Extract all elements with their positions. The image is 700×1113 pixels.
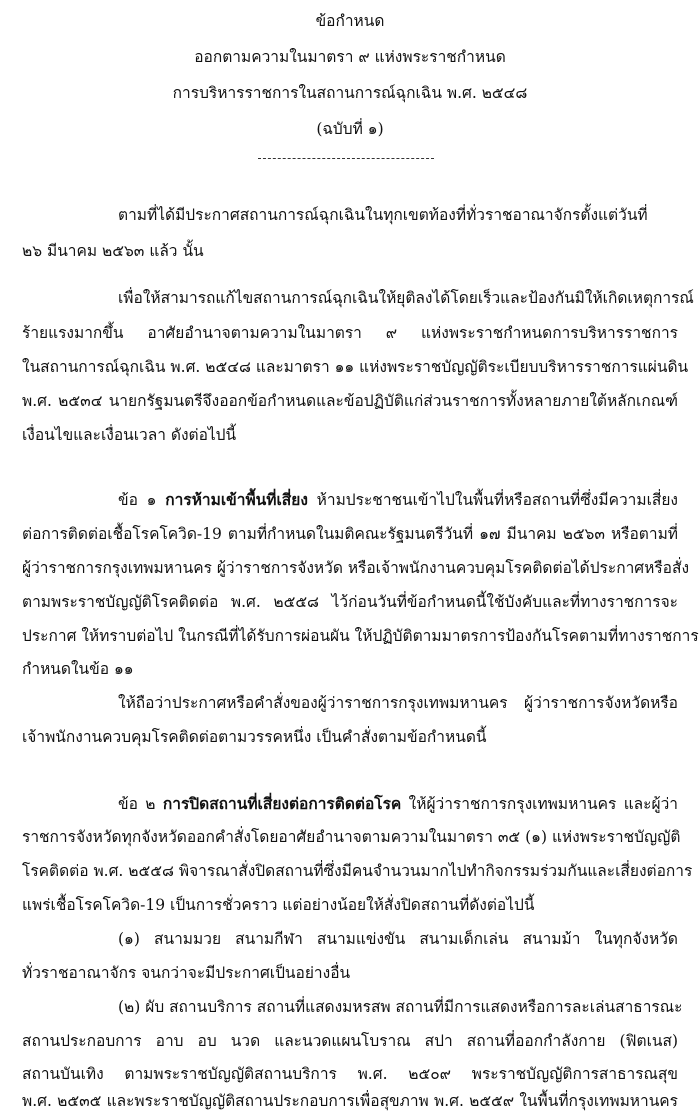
- clause1-line-3: ผู้ว่าราชการกรุงเทพมหานคร ผู้ว่าราชการจังหวัด หรือเจ้าพนักงานควบคุมโรคติดต่อได้ประกาศหรือสั่ง: [22, 559, 690, 577]
- clause2-item2-line-2: สถานประกอบการ อาบ อบ นวด และนวดแผนโบราณ สปา สถานที่ออกกำลังกาย (ฟิตเนส): [22, 1032, 678, 1050]
- clause1-p2-line-2: เจ้าพนักงานควบคุมโรคติดต่อตามวรรคหนึ่ง เป็นคำสั่งตามข้อกำหนดนี้: [22, 728, 487, 746]
- clause1-title: การห้ามเข้าพื้นที่เสี่ยง: [165, 490, 308, 509]
- clause2-item2-line-4: พ.ศ. ๒๕๓๕ และพระราชบัญญัติสถานประกอบการเพื่อสุขภาพ พ.ศ. ๒๕๕๙ ในพื้นที่กรุงเทพมหานคร: [22, 1092, 678, 1110]
- clause2-line-2: ราชการจังหวัดทุกจังหวัดออกคำสั่งโดยอาศัยอำนาจตามความในมาตรา ๓๕ (๑) แห่งพระราชบัญญัติ: [22, 828, 681, 846]
- intro-p2-line-3: ในสถานการณ์ฉุกเฉิน พ.ศ. ๒๕๔๘ และมาตรา ๑๑ แห่งพระราชบัญญัติระเบียบบริหารราชการแผ่นดิน: [22, 358, 689, 376]
- clause2-item1-line-1: (๑) สนามมวย สนามกีฬา สนามแข่งขัน สนามเด็กเล่น สนามม้า ในทุกจังหวัด: [118, 930, 678, 948]
- doc-title: ข้อกำหนด: [315, 12, 385, 30]
- clause2-item2-line-3: สถานบันเทิง ตามพระราชบัญญัติสถานบริการ พ.ศ. ๒๕๐๙ พระราชบัญญัติการสาธารณสุข: [22, 1065, 678, 1083]
- clause1-first-line: [118, 492, 678, 509]
- clause2-line-4: แพร่เชื้อโรคโควิด-19 เป็นการชั่วคราว แต่อย่างน้อยให้สั่งปิดสถานที่ดังต่อไปนี้: [22, 896, 535, 914]
- clause2-item1-line-2: ทั่วราชอาณาจักร จนกว่าจะมีประกาศเป็นอย่างอื่น: [22, 964, 351, 982]
- clause1-first-rest: ห้ามประชาชนเข้าไปในพื้นที่หรือสถานที่ซึ่งมีความเสี่ยง: [316, 491, 678, 509]
- intro-p2-line-1: เพื่อให้สามารถแก้ไขสถานการณ์ฉุกเฉินให้ยุติลงได้โดยเร็วและป้องกันมิให้เกิดเหตุการณ์: [118, 289, 694, 307]
- doc-subtitle-section: ออกตามความในมาตรา ๙ แห่งพระราชกำหนด: [194, 48, 506, 66]
- intro-p2-line-4: พ.ศ. ๒๕๓๔ นายกรัฐมนตรีจึงออกข้อกำหนดและข้อปฏิบัติแก่ส่วนราชการทั้งหลายภายใต้หลักเกณฑ์: [22, 392, 678, 410]
- clause2-item2-line-1: (๒) ผับ สถานบริการ สถานที่แสดงมหรสพ สถานที่มีการแสดงหรือการละเล่นสาธารณะ: [118, 998, 683, 1016]
- clause2-line-3: โรคติดต่อ พ.ศ. ๒๕๕๘ พิจารณาสั่งปิดสถานที่ซึ่งมีคนจำนวนมากไปทำกิจกรรมร่วมกันและเสี่ยงต่อการ: [22, 862, 693, 880]
- clause1-p2-line-1: ให้ถือว่าประกาศหรือคำสั่งของผู้ว่าราชการกรุงเทพมหานคร ผู้ว่าราชการจังหวัดหรือ: [118, 694, 678, 712]
- clause2-title: การปิดสถานที่เสี่ยงต่อการติดต่อโรค: [162, 794, 402, 813]
- doc-edition: (ฉบับที่ ๑): [316, 120, 384, 138]
- clause1-line-5: ประกาศ ให้ทราบต่อไป ในกรณีที่ได้รับการผ่อนผัน ให้ปฏิบัติตามมาตรการป้องกันโรคตามที่ทางราชการ: [22, 627, 699, 645]
- intro-p1-line-2: ๒๖ มีนาคม ๒๕๖๓ แล้ว นั้น: [22, 242, 204, 260]
- clause1-number: ข้อ ๑: [118, 491, 157, 509]
- intro-p2-line-5: เงื่อนไขและเงื่อนเวลา ดังต่อไปนี้: [22, 426, 237, 444]
- header-divider: [258, 158, 434, 159]
- clause1-line-2: ต่อการติดต่อเชื้อโรคโควิด-19 ตามที่กำหนดในมติคณะรัฐมนตรีวันที่ ๑๗ มีนาคม ๒๕๖๓ หรือตามที่: [22, 525, 678, 543]
- clause2-first-rest: ให้ผู้ว่าราชการกรุงเทพมหานคร และผู้ว่า: [408, 795, 678, 813]
- intro-p1-line-1: ตามที่ได้มีประกาศสถานการณ์ฉุกเฉินในทุกเขตท้องที่ทั่วราชอาณาจักรตั้งแต่วันที่: [118, 206, 648, 224]
- clause2-first-line: [118, 796, 678, 813]
- clause1-line-4: ตามพระราชบัญญัติโรคติดต่อ พ.ศ. ๒๕๕๘ ไว้ก่อนวันที่ข้อกำหนดนี้ใช้บังคับและที่ทางราชการจะ: [22, 593, 678, 611]
- clause1-line-6: กำหนดในข้อ ๑๑: [22, 660, 134, 678]
- doc-subtitle-act: การบริหารราชการในสถานการณ์ฉุกเฉิน พ.ศ. ๒๕๔๘: [172, 84, 528, 102]
- intro-p2-line-2: ร้ายแรงมากขึ้น อาศัยอำนาจตามความในมาตรา ๙ แห่งพระราชกำหนดการบริหารราชการ: [22, 324, 678, 342]
- clause2-number: ข้อ ๒: [118, 795, 156, 813]
